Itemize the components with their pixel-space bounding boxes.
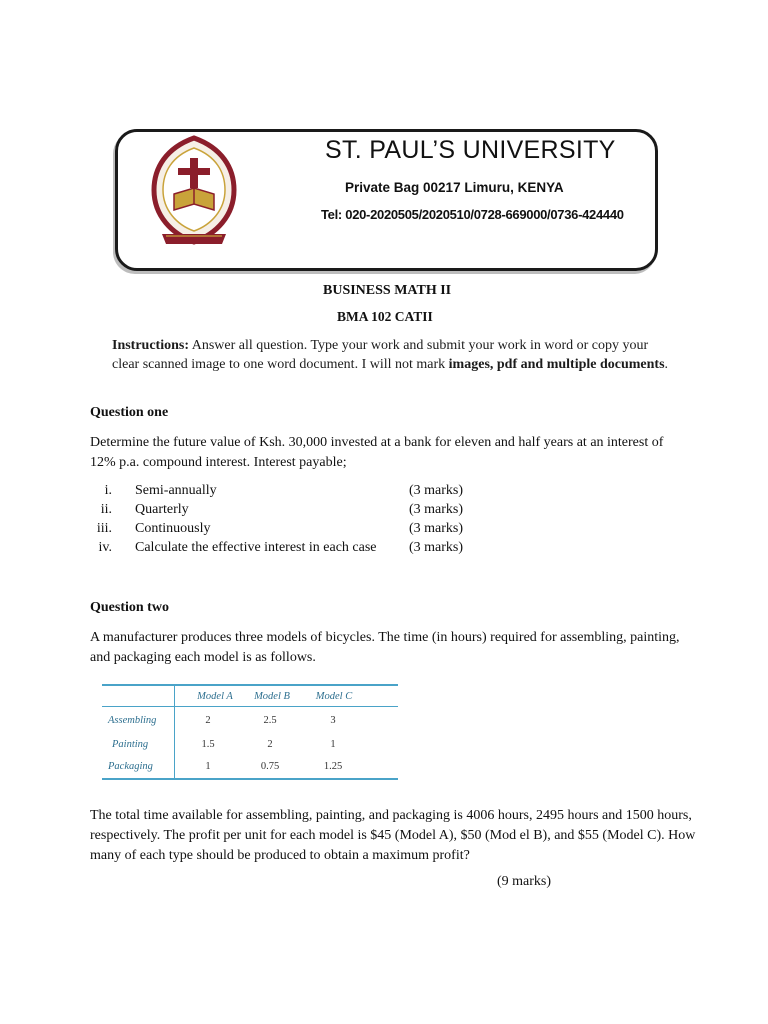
question-one-text: Determine the future value of Ksh. 30,000 invested at a bank for eleven and half years at an interest of 12% p.a. compound interest. Interest payable; [90, 435, 664, 470]
table-cell: 3 [330, 715, 336, 726]
list-item [72, 540, 492, 560]
table-cell: 2 [205, 715, 211, 726]
list-item-text: Semi-annually [135, 483, 217, 498]
instructions-emphasis: images, pdf and multiple documents [448, 357, 665, 372]
list-item-number: iv. [98, 540, 112, 555]
question-one-heading: Question one [90, 405, 169, 420]
time-requirements-table [102, 684, 398, 780]
table-cell: 1 [330, 739, 336, 750]
table-row-label: Painting [112, 739, 149, 750]
university-name: ST. PAUL’S UNIVERSITY [325, 136, 616, 164]
university-address: Private Bag 00217 Limuru, KENYA [345, 180, 564, 195]
list-item-marks: (3 marks) [409, 540, 464, 555]
instructions-text: Answer all question. Type your work and submit your work in word or copy your clear scanned image to one word document. I will not mark [112, 338, 649, 372]
instructions [112, 336, 672, 374]
table-cell: 0.75 [260, 761, 280, 772]
table-header-rule [102, 706, 398, 707]
list-item-marks: (3 marks) [409, 502, 464, 517]
table-column-header: Model C [315, 691, 353, 702]
table-column-header: Model B [254, 691, 290, 702]
list-item-number: ii. [100, 502, 112, 517]
list-item-text: Quarterly [135, 502, 189, 517]
list-item [72, 521, 492, 541]
instructions-label: Instructions: [112, 338, 190, 353]
list-item [72, 483, 492, 503]
list-item-text: Calculate the effective interest in each case [135, 540, 377, 555]
course-code: BMA 102 CATII [337, 309, 433, 324]
list-item [72, 502, 492, 522]
question-two-constraints-text: The total time available for assembling, painting, and packaging is 4006 hours, 2495 hours and 1500 hours, respectively. The profit per unit for each model is $45 (Model A), $50 (Mod el B), and $55 (Model C). How many of each type should be produced to obtain a maximum profit? [90, 808, 696, 863]
list-item-number: iii. [96, 521, 112, 536]
instructions-end: . [664, 357, 669, 372]
course-title: BUSINESS MATH II [323, 283, 452, 298]
list-item-marks: (3 marks) [409, 521, 464, 536]
table-cell: 1.5 [201, 739, 215, 750]
table-top-rule [102, 684, 398, 686]
table-cell: 2.5 [263, 715, 277, 726]
list-item-text: Continuously [135, 521, 211, 536]
table-row-label: Assembling [108, 715, 157, 726]
table-cell: 2 [267, 739, 273, 750]
table-column-header: Model A [197, 691, 233, 702]
list-item-marks: (3 marks) [409, 483, 464, 498]
list-item-number: i. [104, 483, 112, 498]
table-cell: 1 [205, 761, 211, 772]
question-two-text: A manufacturer produces three models of bicycles. The time (in hours) required for assembling, painting, and packaging each model is as follows. [90, 630, 680, 665]
university-telephone: Tel: 020-2020505/2020510/0728-669000/0736-424440 [321, 207, 624, 222]
table-cell: 1.25 [323, 761, 343, 772]
table-bottom-rule [102, 778, 398, 780]
table-row-label: Packaging [108, 761, 153, 772]
question-two-marks: (9 marks) [497, 874, 552, 889]
university-crest-icon [148, 134, 240, 250]
table-column-rule [174, 684, 175, 780]
question-two-heading: Question two [90, 600, 169, 615]
